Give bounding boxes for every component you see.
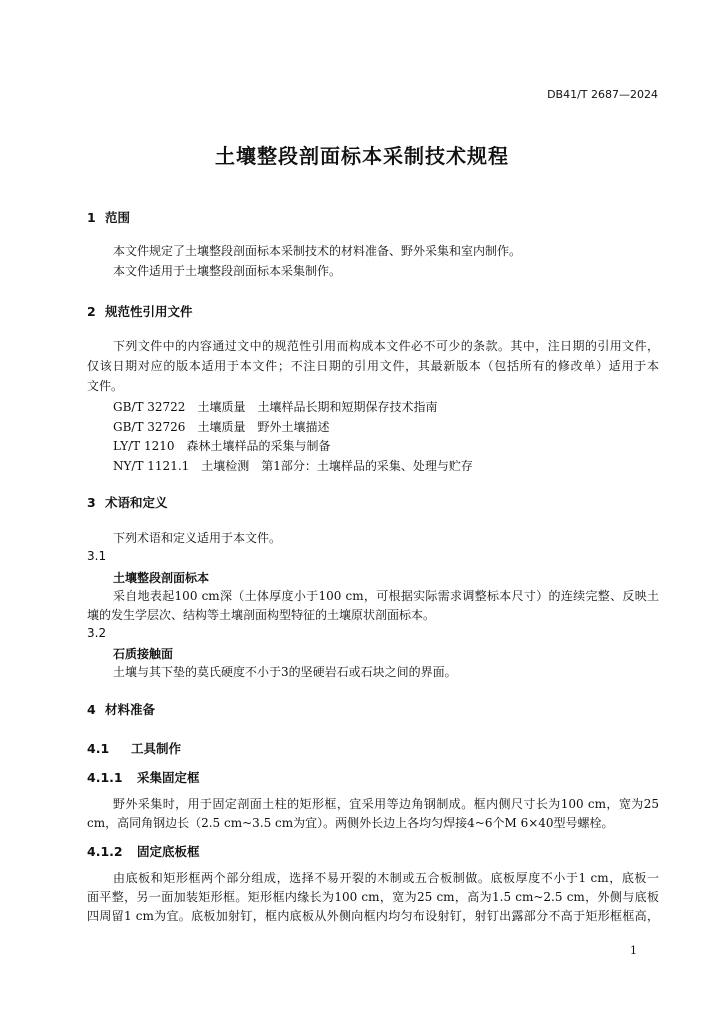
- subsection-4-1-2-heading: [87, 842, 200, 860]
- reference-item: [113, 457, 473, 474]
- paragraph-line: 文件。: [87, 379, 124, 393]
- reference-name: 土壤质量 野外土壤描述: [197, 420, 330, 434]
- section-title: 术语和定义: [105, 495, 168, 510]
- subsection-title: 固定底板框: [137, 844, 200, 859]
- reference-name: 森林土壤样品的采集与制备: [186, 439, 331, 453]
- paragraph-line: 仅该日期对应的版本适用于本文件；不注日期的引用文件，其最新版本（包括所有的修改单）适用于本: [87, 359, 659, 373]
- paragraph-line: cm，高同角钢边长（2.5 cm~3.5 cm为宜）。两侧外长边上各均匀焊接4~6个M 6×40型号螺栓。: [87, 816, 614, 830]
- subsection-number: 4.1.1: [87, 770, 123, 785]
- paragraph-line: 本文件规定了土壤整段剖面标本采制技术的材料准备、野外采集和室内制作。: [113, 244, 522, 258]
- section-3-heading: [87, 493, 168, 511]
- section-2-heading: [87, 302, 193, 320]
- reference-code: NY/T 1121.1: [113, 459, 190, 473]
- term-number: 3.2: [87, 626, 107, 640]
- paragraph-line: 面平整，另一面加装矩形框。矩形框内缘长为100 cm，宽为25 cm，高为1.5 cm~2.5 cm，外侧与底板: [87, 890, 659, 904]
- reference-item: [113, 437, 331, 454]
- term-name: 石质接触面: [113, 647, 174, 661]
- section-1-heading: [87, 208, 130, 226]
- section-number: 1: [87, 210, 96, 225]
- document-code: DB41/T 2687—2024: [547, 88, 658, 101]
- subsection-number: 4.1: [87, 741, 110, 756]
- section-4-heading: [87, 700, 155, 718]
- paragraph-line: 本文件适用于土壤整段剖面标本采集制作。: [113, 264, 342, 278]
- term-number: 3.1: [87, 549, 107, 563]
- reference-code: GB/T 32726: [113, 420, 186, 434]
- subsection-4-1-heading: [87, 739, 181, 757]
- section-number: 4: [87, 702, 96, 717]
- section-title: 范围: [105, 210, 131, 225]
- subsection-number: 4.1.2: [87, 844, 123, 859]
- document-title: 土壤整段剖面标本采制技术规程: [215, 144, 509, 168]
- paragraph-line: 四周留1 cm为宜。底板加射钉，框内底板从外侧向框内均匀布设射钉，射钉出露部分不高于矩形框框高，: [87, 909, 659, 923]
- term-name: 土壤整段剖面标本: [113, 571, 210, 585]
- paragraph-line: 壤的发生学层次、结构等土壤剖面构型特征的土壤原状剖面标本。: [87, 608, 436, 622]
- section-title: 材料准备: [105, 702, 156, 717]
- subsection-4-1-1-heading: [87, 768, 200, 786]
- subsection-title: 采集固定框: [137, 770, 200, 785]
- paragraph-line: 土壤与其下垫的莫氏硬度不小于3的坚硬岩石或石块之间的界面。: [113, 665, 457, 679]
- reference-name: 土壤检测 第1部分：土壤样品的采集、处理与贮存: [201, 459, 473, 473]
- reference-name: 土壤质量 土壤样品长期和短期保存技术指南: [197, 400, 438, 414]
- subsection-title: 工具制作: [131, 741, 182, 756]
- reference-code: GB/T 32722: [113, 400, 186, 414]
- section-title: 规范性引用文件: [105, 304, 193, 319]
- reference-item: [113, 418, 329, 435]
- paragraph-line: 下列文件中的内容通过文中的规范性引用而构成本文件必不可少的条款。其中，注日期的引用文件，: [113, 339, 659, 353]
- paragraph-line: 由底板和矩形框两个部分组成，选择不易开裂的木制或五合板制做。底板厚度不小于1 cm，底板一: [113, 871, 659, 885]
- page-number: 1: [630, 944, 637, 957]
- paragraph-line: 采自地表起100 cm深（土体厚度小于100 cm，可根据实际需求调整标本尺寸）的连续完整、反映土: [113, 589, 659, 603]
- reference-item: [113, 398, 437, 415]
- section-number: 3: [87, 495, 96, 510]
- reference-code: LY/T 1210: [113, 439, 175, 453]
- paragraph-line: 下列术语和定义适用于本文件。: [113, 531, 282, 545]
- paragraph-line: 野外采集时，用于固定剖面土柱的矩形框，宜采用等边角钢制成。框内侧尺寸长为100 cm，宽为25: [113, 797, 659, 811]
- section-number: 2: [87, 304, 96, 319]
